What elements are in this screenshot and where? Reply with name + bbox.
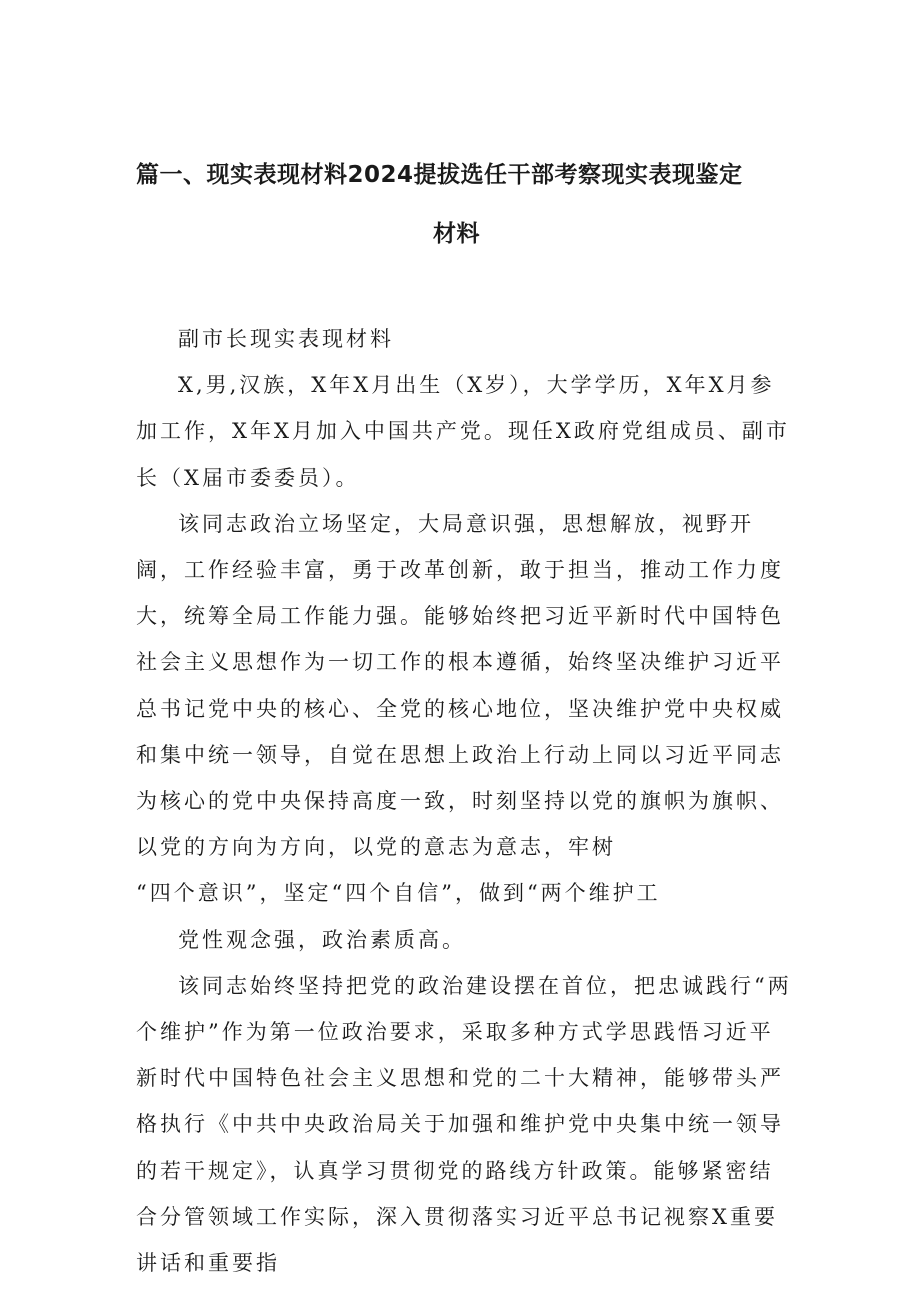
section-heading: 副市长现实表现材料 xyxy=(178,327,394,351)
body-paragraph: X,男,汉族，X年X月出生（X岁），大学学历，X年X月参加工作，X年X月加入中国共产党。现任X政府党组成员、副市长（X届市委委员）。 xyxy=(136,373,790,490)
document-body xyxy=(136,316,796,1286)
document-title-line-1: 篇一、现实表现材料2024提拔选任干部考察现实表现鉴定 xyxy=(136,162,743,188)
body-paragraph: “四个意识”，坚定“四个自信”，做到“两个维护工 xyxy=(136,881,661,906)
body-paragraph: 该同志始终坚持把党的政治建设摆在首位，把忠诚践行“两个维护”作为第一位政治要求，采取多种方式学思践悟习近平新时代中国特色社会主义思想和党的二十大精神，能够带头严格执行《中共中央政治局关于加强和维护党中央集中统一领导的若干规定》，认真学习贯彻党的路线方针政策。能够紧密结合分管领域工作实际，深入贯彻落实习近平总书记视察X重要讲话和重要指 xyxy=(136,973,792,1276)
body-paragraph: 该同志政治立场坚定，大局意识强，思想解放，视野开阔，工作经验丰富，勇于改革创新，敢于担当，推动工作力度大，统筹全局工作能力强。能够始终把习近平新时代中国特色社会主义思想作为一切工作的根本遵循，始终坚决维护习近平总书记党中央的核心、全党的核心地位，坚决维护党中央权威和集中统一领导，自觉在思想上政治上行动上同以习近平同志为核心的党中央保持高度一致，时刻坚持以党的旗帜为旗帜、以党的方向为方向，以党的意志为意志，牢树 xyxy=(136,511,784,860)
document-title-line-2: 材料 xyxy=(433,221,480,247)
body-paragraph: 党性观念强，政治素质高。 xyxy=(178,927,466,952)
